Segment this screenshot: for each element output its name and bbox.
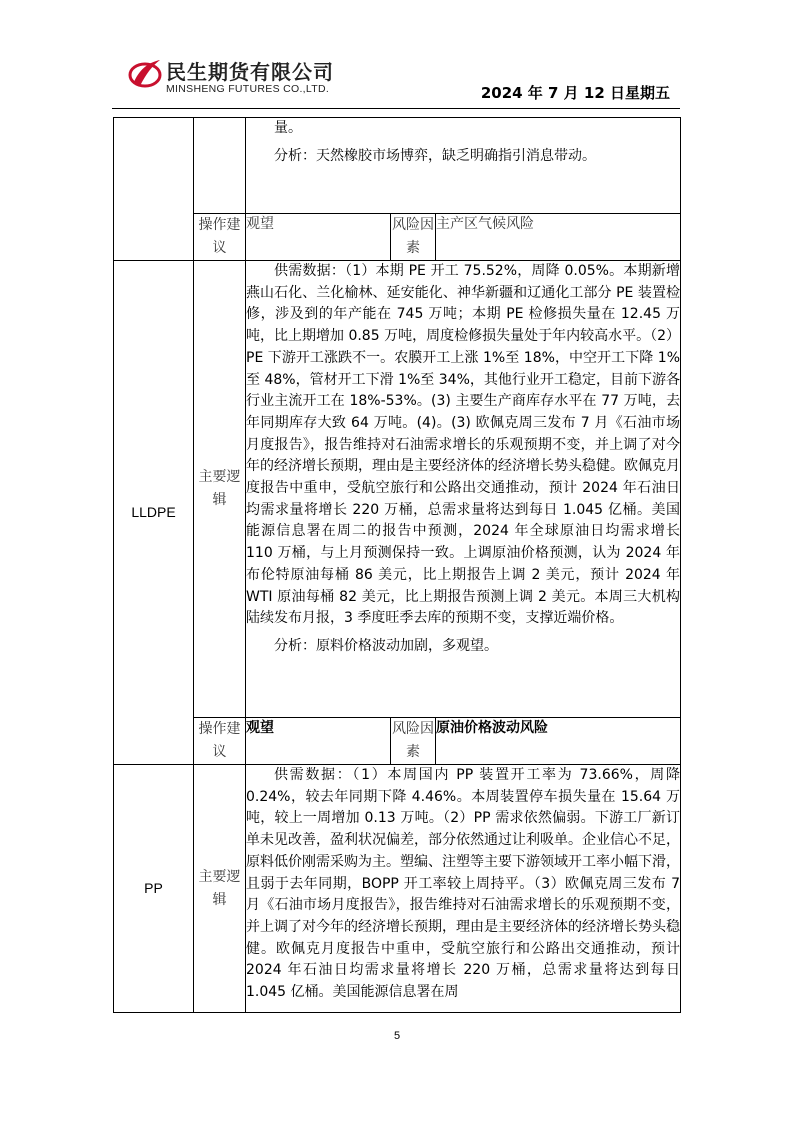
category-cell-previous bbox=[114, 118, 194, 261]
op-value-lldpe: 观望 bbox=[246, 718, 391, 765]
previous-logic-cell bbox=[246, 118, 681, 214]
table-row bbox=[114, 718, 681, 765]
logic-label-pp: 主要逻辑 bbox=[194, 765, 246, 1013]
risk-label-lldpe: 风险因素 bbox=[391, 718, 436, 765]
op-label-previous: 操作建议 bbox=[194, 214, 246, 261]
logic-cell-lldpe bbox=[246, 261, 681, 718]
logic-cell-pp bbox=[246, 765, 681, 1013]
report-table bbox=[113, 117, 681, 1013]
category-cell-pp: PP bbox=[114, 765, 194, 1013]
op-label-lldpe: 操作建议 bbox=[194, 718, 246, 765]
op-value-previous: 观望 bbox=[246, 214, 391, 261]
table-row bbox=[114, 214, 681, 261]
table-row bbox=[114, 261, 681, 718]
company-name-cn: 民生期货有限公司 bbox=[166, 60, 334, 84]
risk-label-previous: 风险因素 bbox=[391, 214, 436, 261]
previous-text-line-1: 量。 bbox=[274, 120, 302, 136]
label-cell-empty bbox=[194, 118, 246, 214]
pp-logic-text: 供需数据：（1）本周国内 PP 装置开工率为 73.66%，周降 0.24%，较去年同期下降 4.46%。本周装置停车损失量在 15.64 万吨，较上一周增加 0.13 万吨。（2）PP 需求依然偏弱。下游工厂新订单未见改善，盈利状况偏差，部分依然通过让利吸单。企业信心不足，原料低价刚需采购为主。塑编、注塑等主要下游领域开工率小幅下滑，且弱于去年同期，BOPP 开工率较上周持平。（3）欧佩克周三发布 7 月《石油市场月度报告》，报告维持对石油需求增长的乐观预期不变，并上调了对今年的经济增长预期，理由是主要经济体的经济增长势头稳健。欧佩克月度报告中重申，受航空旅行和公路出交通推动，预计 2024 年石油日均需求量将增长 220 万桶，总需求量将达到每日 1.045 亿桶。美国能源信息署在周 bbox=[246, 767, 680, 1001]
risk-value-previous: 主产区气候风险 bbox=[436, 214, 681, 261]
report-date: 2024 年 7 月 12 日星期五 bbox=[480, 84, 670, 102]
company-logo bbox=[128, 56, 368, 100]
company-name-en: MINSHENG FUTURES CO.,LTD. bbox=[166, 83, 330, 95]
category-cell-lldpe: LLDPE bbox=[114, 261, 194, 765]
header-divider bbox=[112, 108, 680, 109]
risk-value-lldpe: 原油价格波动风险 bbox=[436, 718, 681, 765]
table-row bbox=[114, 118, 681, 214]
lldpe-logic-text: 供需数据：（1）本期 PE 开工 75.52%，周降 0.05%。本期新增燕山石化、兰化榆林、延安能化、神华新疆和辽通化工部分 PE 装置检修，涉及到的年产能在 745 万吨；本期 PE 检修损失量在 12.45 万吨，比上期增加 0.85 万吨，周度检修损失量处于年内较高水平。（2）PE 下游开工涨跌不一。农膜开工上涨 1%至 18%，中空开工下降 1%至 48%，管材开工下滑 1%至 34%，其他行业开工稳定，目前下游各行业主流开工在 18%-53%。(3) 主要生产商库存水平在 77 万吨，去年同期库存大致 64 万吨。(4)。(3) 欧佩克周三发布 7 月《石油市场月度报告》，报告维持对石油需求增长的乐观预期不变，并上调了对今年的经济增长预期，理由是主要经济体的经济增长势头稳健。欧佩克月度报告中重申，受航空旅行和公路出交通推动，预计 2024 年石油日均需求量将增长 220 万桶，总需求量将达到每日 1.045 亿桶。美国能源信息署在周二的报告中预测，2024 年全球原油日均需求增长 110 万桶，与上月预测保持一致。上调原油价格预测，认为 2024 年布伦特原油每桶 86 美元，比上期报告上调 2 美元，预计 2024 年 WTI 原油每桶 82 美元，比上期报告预测上调 2 美元。本周三大机构陆续发布月报，3 季度旺季去库的预期不变，支撑近端价格。 bbox=[246, 263, 680, 627]
logic-label-lldpe: 主要逻辑 bbox=[194, 261, 246, 718]
page-number: 5 bbox=[393, 1030, 401, 1042]
lldpe-analysis: 分析：原料价格波动加剧，多观望。 bbox=[274, 637, 498, 654]
logo-mark-icon bbox=[128, 56, 162, 90]
previous-analysis: 分析：天然橡胶市场博弈，缺乏明确指引消息带动。 bbox=[274, 147, 596, 164]
table-row bbox=[114, 765, 681, 1013]
